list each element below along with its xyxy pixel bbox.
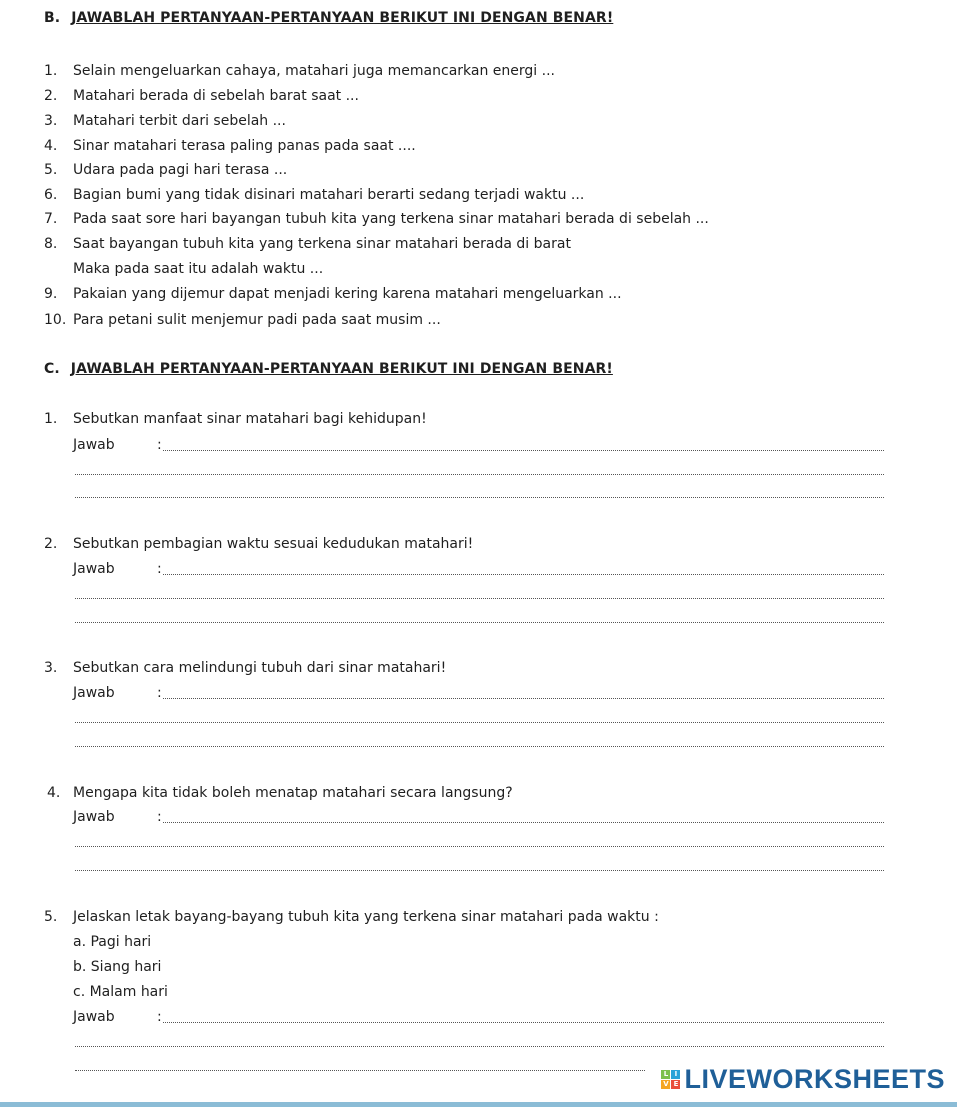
question-b-text: Saat bayangan tubuh kita yang terkena sinar matahari berada di barat (73, 236, 571, 252)
answer-label: Jawab (73, 1009, 115, 1025)
question-b-number: 5. (44, 162, 58, 178)
question-c-text: Sebutkan manfaat sinar matahari bagi kehidupan! (73, 411, 427, 427)
answer-line[interactable] (75, 497, 884, 498)
question-b-text: Sinar matahari terasa paling panas pada saat .... (73, 138, 416, 154)
question-b-number: 10. (44, 312, 67, 328)
answer-label: Jawab (73, 561, 115, 577)
answer-line[interactable] (163, 822, 884, 823)
sub-option: a. Pagi hari (73, 934, 152, 950)
question-b-number: 2. (44, 88, 58, 104)
section-c-title: JAWABLAH PERTANYAAN-PERTANYAAN BERIKUT INI DENGAN BENAR! (70, 361, 613, 377)
liveworksheets-logo-icon: L I V E (661, 1070, 680, 1089)
answer-colon: : (157, 1009, 162, 1025)
brand-name: LIVEWORKSHEETS (684, 1064, 945, 1094)
answer-line[interactable] (163, 1022, 884, 1023)
question-b-text: Bagian bumi yang tidak disinari matahari berarti sedang terjadi waktu ... (73, 187, 585, 203)
answer-line[interactable] (75, 474, 884, 475)
answer-line[interactable] (163, 450, 884, 451)
answer-line[interactable] (75, 722, 884, 723)
question-c-text: Sebutkan pembagian waktu sesuai kedudukan matahari! (73, 536, 474, 552)
answer-line[interactable] (75, 846, 884, 847)
question-b-number: 9. (44, 286, 58, 302)
question-b-number: 3. (44, 113, 58, 129)
question-c-number: 1. (44, 411, 58, 427)
answer-line[interactable] (163, 698, 884, 699)
question-b-text: Pada saat sore hari bayangan tubuh kita yang terkena sinar matahari berada di sebelah ... (73, 211, 709, 227)
question-c-text: Jelaskan letak bayang-bayang tubuh kita yang terkena sinar matahari pada waktu : (73, 909, 659, 925)
answer-line[interactable] (75, 1046, 884, 1047)
answer-label: Jawab (73, 437, 115, 453)
answer-line[interactable] (75, 870, 884, 871)
bottom-bar (0, 1102, 957, 1107)
question-b-text: Para petani sulit menjemur padi pada saat musim ... (73, 312, 441, 328)
question-b-text: Matahari terbit dari sebelah ... (73, 113, 286, 129)
question-b-text: Udara pada pagi hari terasa ... (73, 162, 288, 178)
question-b-number: 6. (44, 187, 58, 203)
question-b-number: 1. (44, 63, 58, 79)
section-c-heading (44, 362, 613, 376)
answer-colon: : (157, 437, 162, 453)
question-b-text-continuation: Maka pada saat itu adalah waktu ... (73, 261, 324, 277)
sub-option: b. Siang hari (73, 959, 162, 975)
question-b-number: 8. (44, 236, 58, 252)
question-b-text: Pakaian yang dijemur dapat menjadi kering karena matahari mengeluarkan ... (73, 286, 622, 302)
sub-option: c. Malam hari (73, 984, 168, 1000)
question-c-text: Sebutkan cara melindungi tubuh dari sinar matahari! (73, 660, 447, 676)
question-c-text: Mengapa kita tidak boleh menatap matahari secara langsung? (73, 785, 513, 801)
answer-line[interactable] (75, 598, 884, 599)
question-b-number: 7. (44, 211, 58, 227)
answer-line[interactable] (75, 746, 884, 747)
question-c-number: 4. (47, 785, 61, 801)
answer-line[interactable] (75, 622, 884, 623)
question-c-number: 3. (44, 660, 58, 676)
answer-colon: : (157, 561, 162, 577)
section-c-letter: C. (44, 361, 60, 377)
answer-label: Jawab (73, 809, 115, 825)
question-b-number: 4. (44, 138, 58, 154)
question-b-text: Selain mengeluarkan cahaya, matahari juga memancarkan energi ... (73, 63, 555, 79)
answer-colon: : (157, 809, 162, 825)
section-b-title: JAWABLAH PERTANYAAN-PERTANYAAN BERIKUT INI DENGAN BENAR! (71, 10, 614, 26)
question-c-number: 2. (44, 536, 58, 552)
liveworksheets-brand (661, 1066, 945, 1093)
question-b-text: Matahari berada di sebelah barat saat ... (73, 88, 359, 104)
answer-label: Jawab (73, 685, 115, 701)
answer-colon: : (157, 685, 162, 701)
question-c-number: 5. (44, 909, 58, 925)
section-b-heading (44, 11, 613, 25)
answer-line[interactable] (163, 574, 884, 575)
answer-line[interactable] (75, 1070, 645, 1071)
section-b-letter: B. (44, 10, 61, 26)
